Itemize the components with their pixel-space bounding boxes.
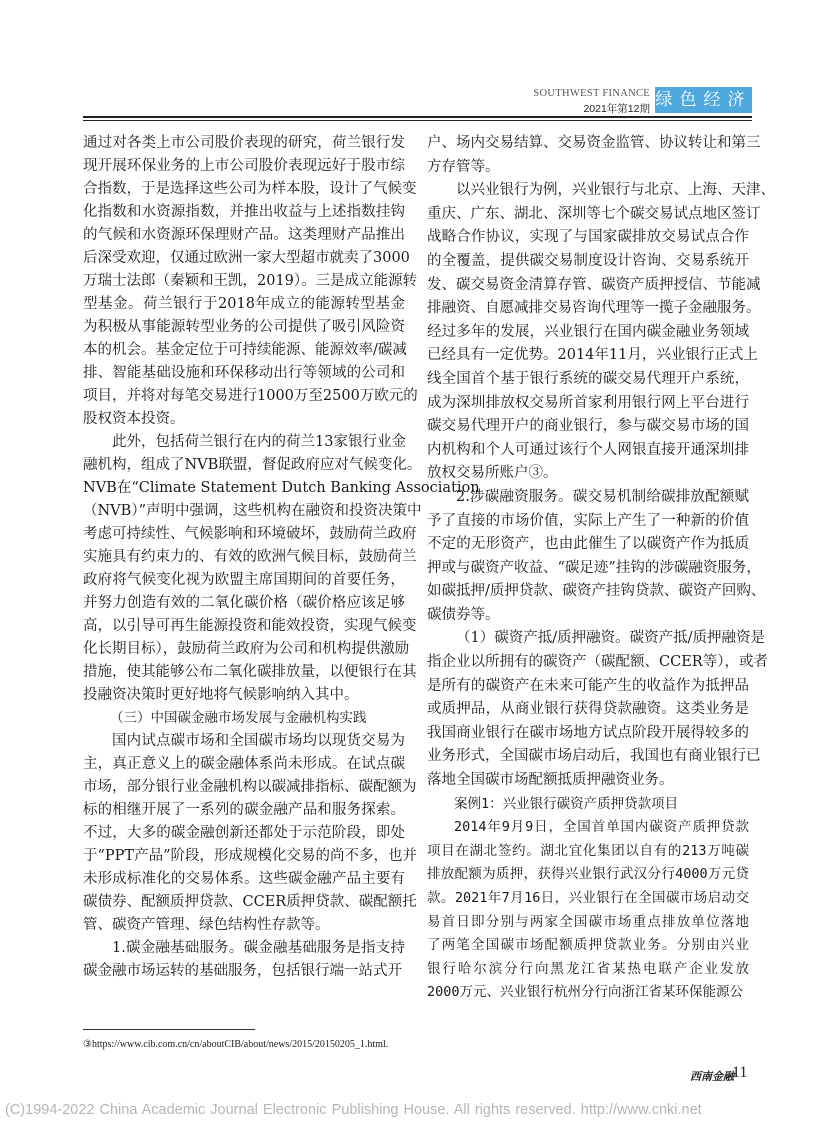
text-line: 成为深圳排放权交易所首家利用银行网上平台进行 bbox=[427, 394, 749, 411]
paragraph bbox=[83, 730, 418, 937]
text-line: 国内试点碳市场和全国碳市场均以现货交易为 bbox=[112, 733, 405, 749]
text-line: 了两笔全国碳市场配额质押贷款业务。分别由兴业 bbox=[427, 937, 749, 954]
text-line: 通过对各类上市公司股价表现的研究，荷兰银行发 bbox=[83, 135, 405, 151]
text-line: 化长期目标），鼓励荷兰政府为公司和机构提供激励 bbox=[83, 641, 410, 657]
text-line: 案例1：兴业银行碳资产质押贷款项目 bbox=[454, 795, 679, 812]
text-line: 合指数，于是选择这些公司为样本股，设计了气候变 bbox=[83, 181, 417, 197]
text-line: 融机构，组成了NVB联盟，督促政府应对气候变化。 bbox=[83, 457, 422, 473]
header-rule bbox=[83, 116, 752, 118]
text-line: 后深受欢迎，仅通过欧洲一家大型超市就卖了3000 bbox=[83, 250, 410, 266]
text-line: 型基金。荷兰银行于2018年成立的能源转型基金 bbox=[83, 296, 405, 312]
text-line: 战略合作协议，实现了与国家碳排放交易试点合作 bbox=[427, 229, 749, 246]
text-line: （NVB）”声明中强调，这些机构在融资和投资决策中 bbox=[83, 503, 422, 519]
text-line: 项目，并将对每笔交易进行1000万至2500万欧元的 bbox=[83, 388, 418, 404]
footer-journal-logo: 西南金融 bbox=[690, 1070, 734, 1083]
text-line: 指企业以所拥有的碳资产（碳配额、CCER等），或者 bbox=[427, 654, 768, 671]
text-line: 考虑可持续性、气候影响和环境破坏，鼓励荷兰政府 bbox=[83, 526, 417, 542]
text-line: 银行哈尔滨分行向黑龙江省某热电联产企业发放 bbox=[427, 960, 749, 977]
text-line: 押或与碳资产收益、“碳足迹”挂钩的涉碳融资服务， bbox=[427, 559, 761, 576]
section-heading bbox=[427, 793, 749, 817]
text-line: 以兴业银行为例，兴业银行与北京、上海、天津、 bbox=[456, 182, 775, 199]
text-line: 不过，大多的碳金融创新还都处于示范阶段，即处 bbox=[83, 825, 405, 841]
paragraph bbox=[427, 132, 761, 179]
text-line: NVB在“Climate Statement Dutch Banking Association bbox=[83, 480, 480, 496]
copyright-watermark: (C)1994-2022 China Academic Journal Electronic Publishing House. All rights reserved. http://www.cnki.net bbox=[5, 1102, 702, 1118]
section-heading bbox=[83, 707, 405, 730]
right-column bbox=[427, 132, 775, 1005]
text-line: 此外，包括荷兰银行在内的荷兰13家银行业金 bbox=[112, 434, 406, 450]
text-line: 本的机会。基金定位于可持续能源、能源效率/碳减 bbox=[83, 342, 407, 358]
text-line: 投融资决策时更好地将气候影响纳入其中。 bbox=[83, 687, 359, 703]
text-line: 排、智能基础设施和环保移动出行等领域的公司和 bbox=[83, 365, 405, 381]
text-line: 放权交易所账户③。 bbox=[427, 465, 558, 482]
text-line: 2.涉碳融资服务。碳交易机制给碳排放配额赋 bbox=[456, 488, 749, 505]
text-line: 如碳抵押/质押贷款、碳资产挂钩贷款、碳资产回购、 bbox=[427, 583, 766, 600]
text-line: 措施，使其能够公布二氧化碳排放量，以便银行在其 bbox=[83, 664, 417, 680]
text-line: 未形成标准化的交易体系。这些碳金融产品主要有 bbox=[83, 871, 405, 887]
text-line: 内机构和个人可通过该行个人网银直接开通深圳排 bbox=[427, 441, 749, 458]
text-line: 我国商业银行在碳市场地方试点阶段开展得较多的 bbox=[427, 724, 749, 741]
header-rule bbox=[83, 120, 752, 121]
text-line: 易首日即分别与两家全国碳市场重点排放单位落地 bbox=[427, 913, 749, 930]
section-badge: 绿色经济 bbox=[655, 87, 752, 113]
text-line: 或质押品，从商业银行获得贷款融资。这类业务是 bbox=[427, 701, 749, 718]
footnote: ③https://www.cib.com.cn/cn/aboutCIB/about/news/2015/20150205_1.html. bbox=[83, 1039, 389, 1050]
text-line: 排融资、自愿减排交易咨询代理等一揽子金融服务。 bbox=[427, 300, 761, 317]
text-line: 款。2021年7月16日，兴业银行在全国碳市场启动交 bbox=[427, 890, 749, 906]
text-line: （1）碳资产抵/质押融资。碳资产抵/质押融资是 bbox=[456, 630, 765, 647]
paragraph bbox=[427, 179, 775, 486]
text-line: 现开展环保业务的上市公司股价表现远好于股市综 bbox=[83, 158, 405, 174]
text-line: 标的相继开展了一系列的碳金融产品和服务探索。 bbox=[83, 802, 405, 818]
text-line: 经过多年的发展，兴业银行在国内碳金融业务领域 bbox=[427, 323, 749, 340]
footnote-rule bbox=[83, 1029, 255, 1030]
text-line: 碳债券等。 bbox=[427, 606, 500, 623]
text-line: 碳债券、配额质押贷款、CCER质押贷款、碳配额托 bbox=[83, 894, 417, 910]
paragraph bbox=[427, 627, 768, 792]
text-line: 政府将气候变化视为欧盟主席国期间的首要任务， bbox=[83, 572, 405, 588]
text-line: 的全覆盖，提供碳交易制度设计咨询、交易系统开 bbox=[427, 252, 749, 269]
page-number: 11 bbox=[732, 1064, 748, 1081]
text-line: 2014年9月9日，全国首单国内碳资产质押贷款 bbox=[454, 819, 749, 836]
paragraph bbox=[427, 486, 766, 628]
text-line: 已经具有一定优势。2014年11月，兴业银行正式上 bbox=[427, 347, 758, 364]
text-line: 股权资本投资。 bbox=[83, 411, 185, 427]
text-line: 管、碳资产管理、绿色结构性存款等。 bbox=[83, 917, 330, 933]
issue-label: 2021年第12期 bbox=[583, 103, 650, 115]
text-line: 户、场内交易结算、交易资金监管、协议转让和第三 bbox=[427, 135, 761, 151]
text-line: 1.碳金融基础服务。碳金融基础服务是指支持 bbox=[112, 940, 405, 956]
text-line: 线全国首个基于银行系统的碳交易代理开户系统， bbox=[427, 370, 749, 387]
text-line: 并努力创造有效的二氧化碳价格（碳价格应该足够 bbox=[83, 595, 405, 611]
text-line: 主，真正意义上的碳金融体系尚未形成。在试点碳 bbox=[83, 756, 405, 772]
paragraph bbox=[83, 937, 405, 983]
text-line: 市场，部分银行业金融机构以碳减排指标、碳配额为 bbox=[83, 779, 417, 795]
text-line: 2000万元、兴业银行杭州分行向浙江省某环保能源公 bbox=[427, 984, 744, 1001]
text-line: 业务形式，全国碳市场启动后，我国也有商业银行已 bbox=[427, 748, 761, 765]
text-line: 项目在湖北签约。湖北宜化集团以自有的213万吨碳 bbox=[427, 842, 749, 859]
text-line: 高，以引导可再生能源投资和能效投资，实现气候变 bbox=[83, 618, 417, 634]
text-line: 是所有的碳资产在未来可能产生的收益作为抵押品 bbox=[427, 677, 749, 694]
text-line: 重庆、广东、湖北、深圳等七个碳交易试点地区签订 bbox=[427, 205, 761, 222]
text-line: 化指数和水资源指数，并推出收益与上述指数挂钩 bbox=[83, 204, 405, 220]
text-line: 碳交易代理开户的商业银行，参与碳交易市场的国 bbox=[427, 418, 749, 435]
text-line: 落地全国碳市场配额抵质押融资业务。 bbox=[427, 772, 674, 789]
text-line: 方存管等。 bbox=[427, 158, 500, 175]
paragraph bbox=[83, 132, 418, 431]
text-line: 万瑞士法郎（秦颖和王凯，2019）。三是成立能源转 bbox=[83, 273, 418, 289]
text-line: 不定的无形资产，也由此催生了以碳资产作为抵质 bbox=[427, 536, 749, 553]
paragraph bbox=[427, 816, 749, 1005]
text-line: 发、碳交易资金清算存管、碳资产质押授信、节能减 bbox=[427, 276, 761, 293]
text-line: 予了直接的市场价值，实际上产生了一种新的价值 bbox=[427, 512, 749, 529]
text-line: 为积极从事能源转型业务的公司提供了吸引风险资 bbox=[83, 319, 405, 335]
text-line: 于“PPT产品”阶段，形成规模化交易的尚不多，也并 bbox=[83, 848, 418, 864]
text-line: 的气候和水资源环保理财产品。这类理财产品推出 bbox=[83, 227, 405, 243]
text-line: 碳金融市场运转的基础服务，包括银行端一站式开 bbox=[83, 963, 402, 979]
journal-name-en: SOUTHWEST FINANCE bbox=[533, 88, 650, 99]
text-line: 实施具有约束力的、有效的欧洲气候目标，鼓励荷兰 bbox=[83, 549, 417, 565]
text-line: 排放配额为质押，获得兴业银行武汉分行4000万元贷 bbox=[427, 866, 749, 883]
text-line: （三）中国碳金融市场发展与金融机构实践 bbox=[110, 710, 367, 726]
